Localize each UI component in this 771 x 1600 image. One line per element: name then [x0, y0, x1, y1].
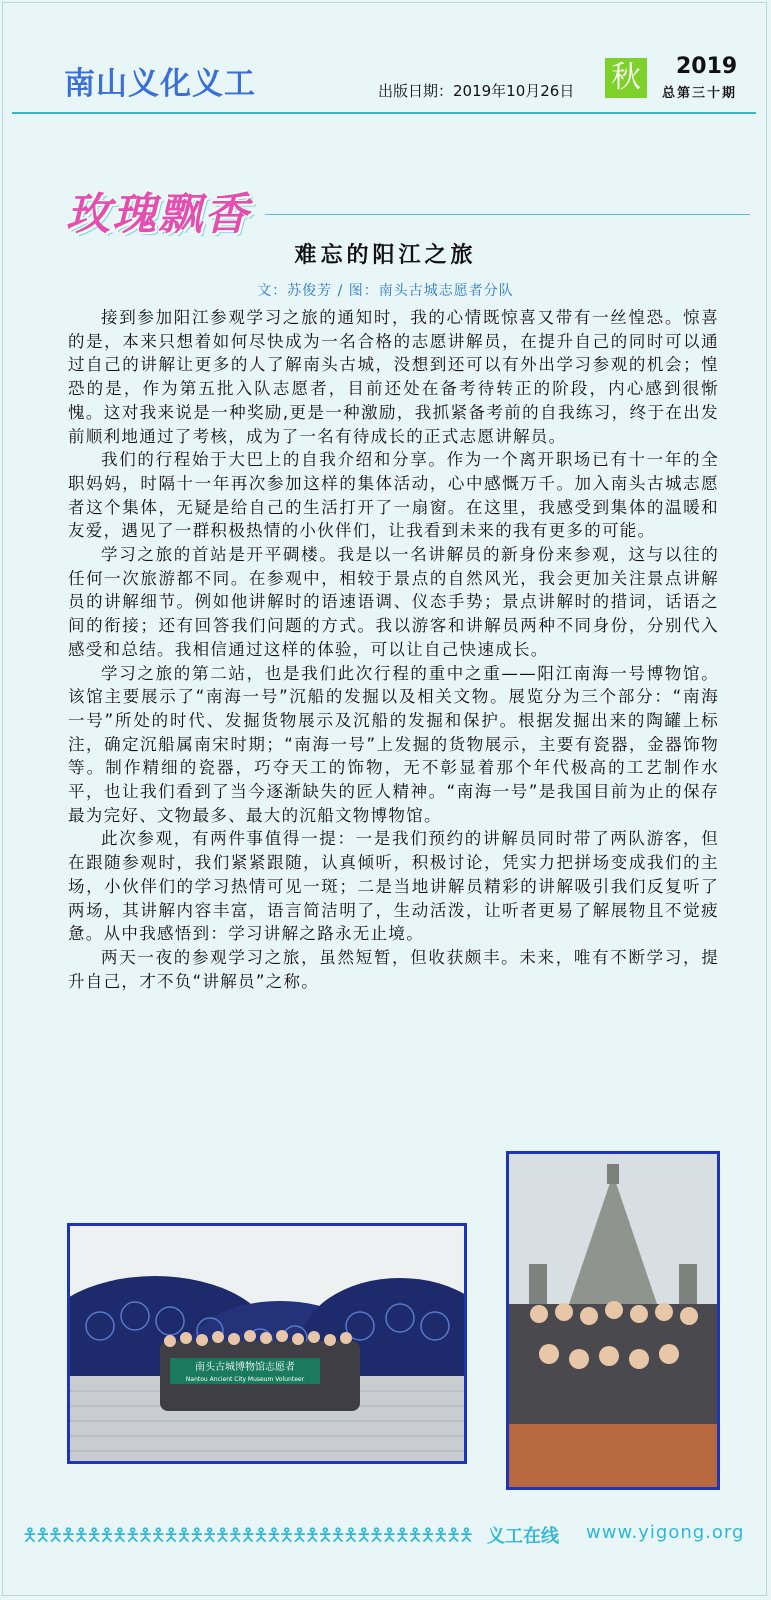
paragraph: 接到参加阳江参观学习之旅的通知时，我的心情既惊喜又带有一丝惶恐。惊喜的是，本来只想着如何尽快成为一名合格的志愿讲解员，在提升自己的同时可以通过自己的讲解让更多的人了解南头古城，没想到还可以有外出学习参观的机会；惶恐的是，作为第五批入队志愿者，目前还处在备考待转正的阶段，内心感到很惭愧。这对我来说是一种奖励,更是一种激励，我抓紧备考前的自我练习，终于在出发前顺利地通过了考核，成为了一名有待成长的正式志愿讲解员。 — [68, 308, 719, 446]
footer-url[interactable]: www.yigong.org — [586, 1522, 745, 1543]
museum-photo-drawing — [70, 1226, 464, 1461]
paragraph: 两天一夜的参观学习之旅，虽然短暂，但收获颇丰。未来，唯有不断学习，提升自己，才不负“讲解员”之称。 — [68, 947, 719, 991]
header-divider — [12, 112, 756, 114]
museum-group-photo — [67, 1223, 467, 1464]
article-body — [68, 306, 719, 993]
publication-date: 出版日期：2019年10月26日 — [378, 82, 575, 100]
issue-number: 总第三十期 — [662, 86, 738, 101]
season-badge: 秋 — [605, 58, 647, 98]
column-title: 玫瑰飘香 — [66, 189, 250, 240]
tower-photo-drawing — [509, 1154, 717, 1487]
banner-english-text: Nantou Ancient City Museum Volunteer — [185, 1376, 305, 1383]
article-title: 难忘的阳江之旅 — [294, 243, 477, 268]
footer-brand: 义工在线 — [487, 1526, 559, 1547]
footer-volunteer-icons: 🯅🯅🯅🯅🯅🯅🯅🯅🯅🯅🯅🯅🯅🯅🯅🯅🯅🯅🯅🯅🯅🯅🯅🯅🯅🯅🯅🯅🯅🯅🯅🯅🯅🯅🯅 — [22, 1525, 472, 1546]
column-divider — [265, 214, 750, 215]
article-byline: 文：苏俊芳 / 图：南头古城志愿者分队 — [257, 283, 514, 299]
banner-chinese-text: 南头古城博物馆志愿者 — [195, 1362, 295, 1373]
paragraph: 此次参观，有两件事值得一提：一是我们预约的讲解员同时带了两队游客，但在跟随参观时，我们紧紧跟随，认真倾听，积极讨论，凭实力把拼场变成我们的主场，小伙伴们的学习热情可见一斑；二是当地讲解员精彩的讲解吸引我们反复听了两场，其讲解内容丰富，语言简洁明了，生动活泼，让听者更易了解展物且不觉疲惫。从中我感悟到：学习讲解之路永无止境。 — [68, 829, 719, 944]
masthead-logo: 南山义化义工 — [64, 66, 256, 102]
tower-group-photo — [506, 1151, 720, 1490]
issue-year: 2019 — [676, 54, 738, 79]
paragraph: 学习之旅的首站是开平碉楼。我是以一名讲解员的新身份来参观，这与以往的任何一次旅游都不同。在参观中，相较于景点的自然风光，我会更加关注景点讲解员的讲解细节。例如他讲解时的语速语调、仪态手势；景点讲解时的措词，话语之间的衔接；还有回答我们问题的方式。我以游客和讲解员两种不同身份，分别代入感受和总结。我相信通过这样的体验，可以让自己快速成长。 — [68, 545, 719, 659]
paragraph: 我们的行程始于大巴上的自我介绍和分享。作为一个离开职场已有十一年的全职妈妈，时隔十一年再次参加这样的集体活动，心中感慨万千。加入南头古城志愿者这个集体，无疑是给自己的生活打开了一扇窗。在这里，我感受到集体的温暖和友爱，遇见了一群积极热情的小伙伴们，让我看到未来的我有更多的可能。 — [68, 450, 719, 541]
paragraph: 学习之旅的第二站，也是我们此次行程的重中之重——阳江南海一号博物馆。该馆主要展示了“南海一号”沉船的发掘以及相关文物。展览分为三个部分：“南海一号”所处的时代、发掘货物展示及沉船的发掘和保护。根据发掘出来的陶罐上标注，确定沉船属南宋时期；“南海一号”上发掘的货物展示，主要有瓷器，金器饰物等。制作精细的瓷器，巧夺天工的饰物，无不彰显着那个年代极高的工艺制作水平，也让我们看到了当今逐渐缺失的匠人精神。“南海一号”是我国目前为止的保存最为完好、文物最多、最大的沉船文物博物馆。 — [68, 663, 719, 825]
